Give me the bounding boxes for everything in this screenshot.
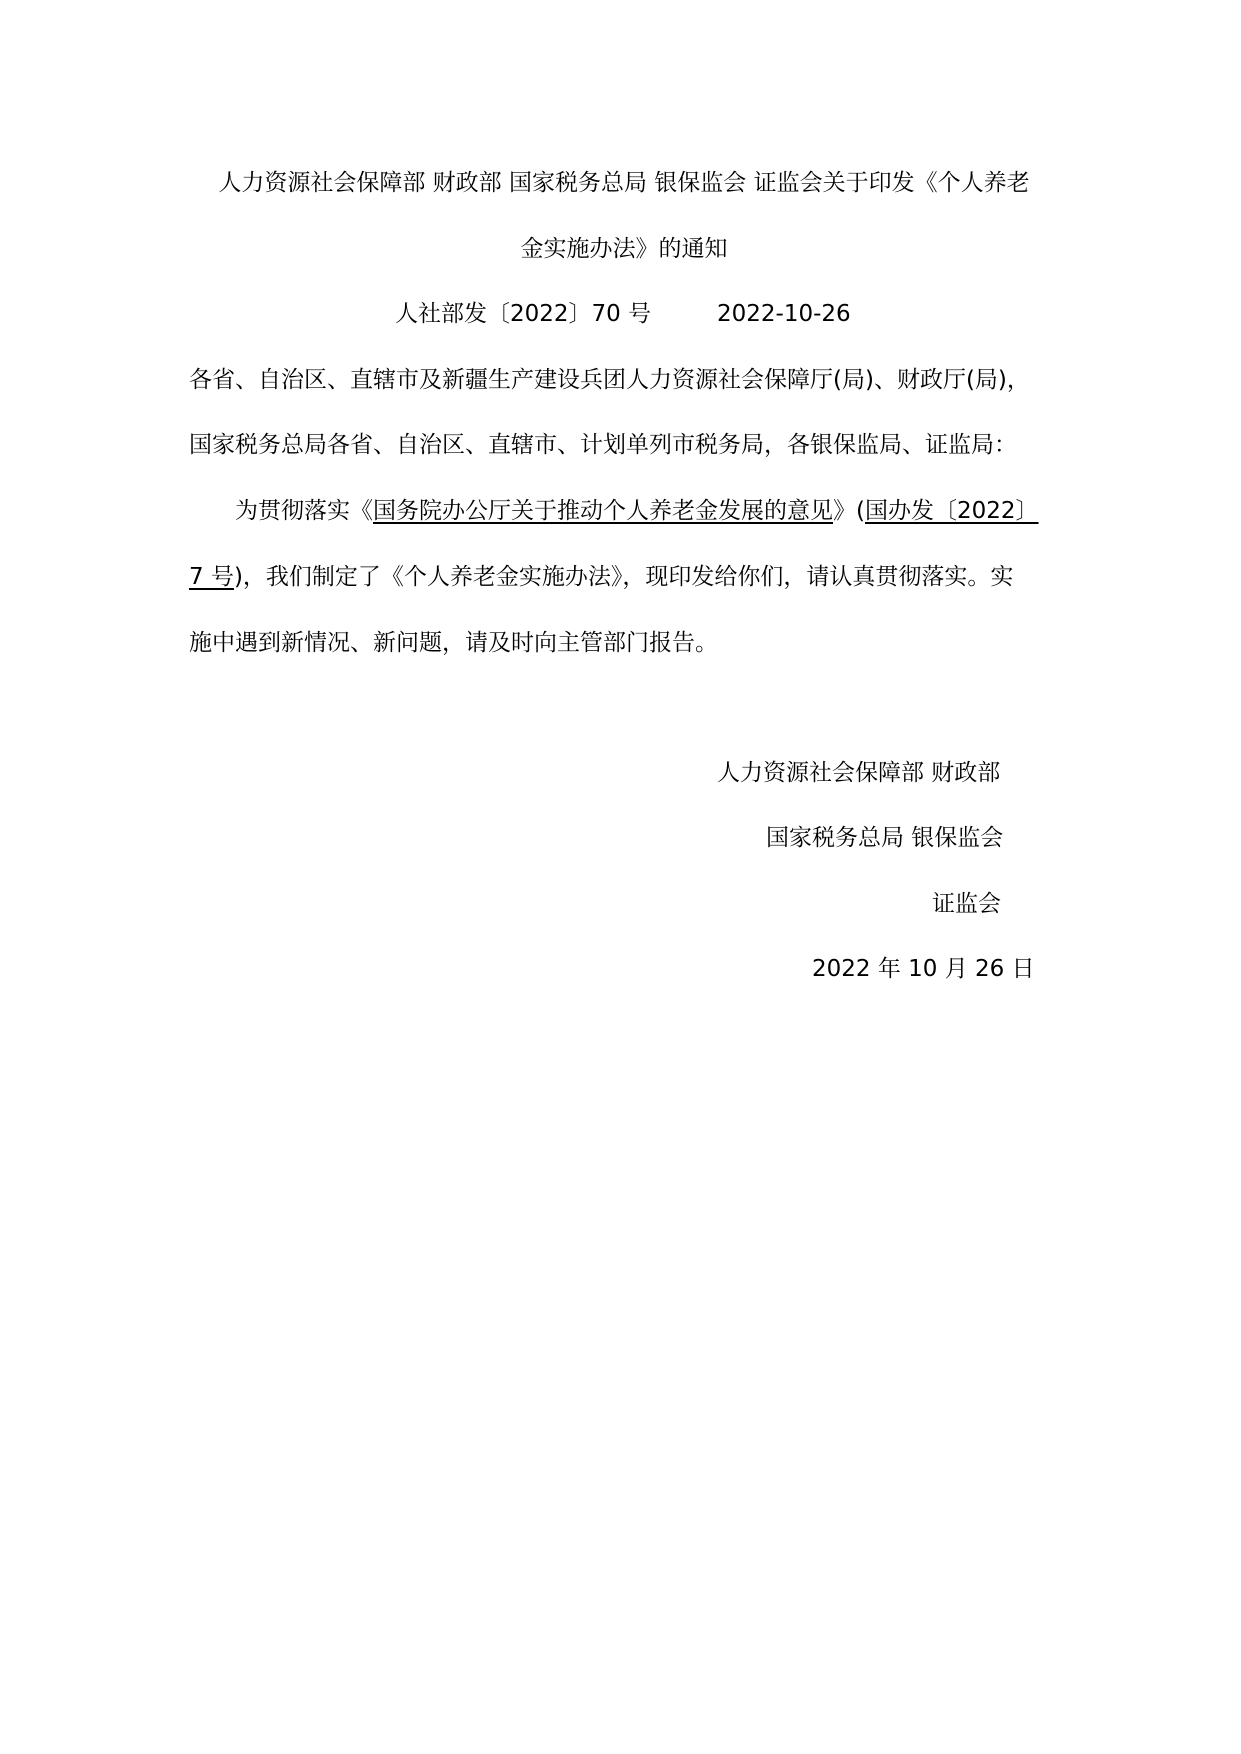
body-text-prefix: 为贯彻落实《 <box>235 498 373 524</box>
body-paragraph-line-3: 施中遇到新情况、新问题，请及时向主管部门报告。 <box>189 630 718 656</box>
document-number: 人社部发〔2022〕70 号 <box>395 301 652 327</box>
document-title-line-2: 金实施办法》的通知 <box>520 236 728 262</box>
body-text-mid: 》( <box>833 498 865 524</box>
link-guobanfa-doc-part1[interactable]: 国办发〔2022〕 <box>864 498 1039 524</box>
link-state-council-opinion[interactable]: 国务院办公厅关于推动个人养老金发展的意见 <box>373 498 833 524</box>
body-paragraph-line-1 <box>235 496 1039 526</box>
signature-line-1: 人力资源社会保障部 财政部 <box>717 760 1001 786</box>
body-paragraph-line-2 <box>189 562 1013 592</box>
document-title-line-1: 人力资源社会保障部 财政部 国家税务总局 银保监会 证监会关于印发《个人养老 <box>218 170 1030 196</box>
document-date: 2022-10-26 <box>717 301 851 327</box>
signature-line-3: 证监会 <box>932 891 1001 917</box>
addressee-line-2: 国家税务总局各省、自治区、直辖市、计划单列市税务局，各银保监局、证监局： <box>189 432 1017 458</box>
signature-line-2: 国家税务总局 银保监会 <box>766 825 1004 851</box>
signature-date: 2022 年 10 月 26 日 <box>812 956 1035 982</box>
body-text-rest: )，我们制定了《个人养老金实施办法》，现印发给你们，请认真贯彻落实。实 <box>233 564 1014 590</box>
addressee-line-1: 各省、自治区、直辖市及新疆生产建设兵团人力资源社会保障厅(局)、财政厅(局)， <box>189 367 1030 393</box>
link-guobanfa-doc-part2[interactable]: 7 号 <box>189 564 234 590</box>
